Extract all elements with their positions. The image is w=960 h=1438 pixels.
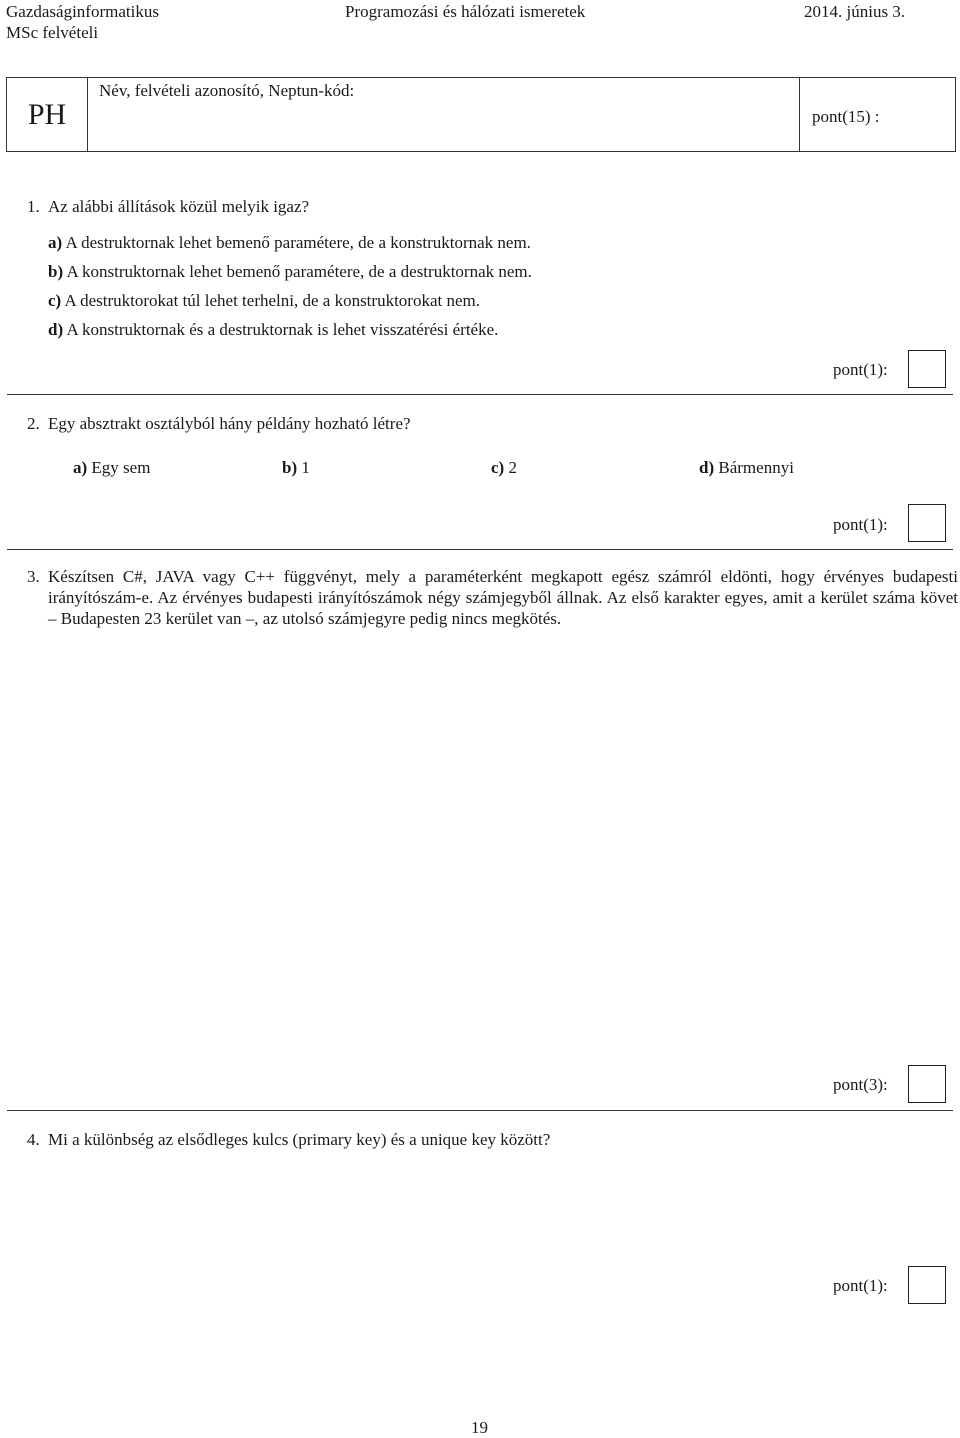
question-2 [27,413,411,434]
option-text: A konstruktornak lehet bemenő paramétere, de a destruktornak nem. [66,262,532,281]
name-label: Név, felvételi azonosító, Neptun-kód: [99,81,355,100]
header-level: MSc felvételi [6,23,99,42]
question-text: Mi a különbség az elsődleges kulcs (primary key) és a unique key között? [48,1130,551,1149]
question-number: 2. [27,414,40,433]
option-1a [48,232,531,253]
option-text: 1 [301,458,310,477]
points-label-4: pont(1): [833,1276,888,1295]
total-points-label: pont(15) : [812,107,880,126]
option-2c [491,457,517,478]
header-program: Gazdaságinformatikus [6,2,159,21]
option-letter: b) [48,262,64,281]
header-date: 2014. június 3. [804,2,906,21]
option-text: A konstruktornak és a destruktornak is lehet visszatérési értéke. [66,320,499,339]
option-2a [73,457,150,478]
divider-line [7,1110,953,1111]
score-box-2[interactable] [908,504,946,542]
option-letter: d) [699,458,715,477]
option-letter: d) [48,320,64,339]
question-text: Az alábbi állítások közül melyik igaz? [48,197,310,216]
option-letter: a) [48,233,63,252]
option-1b [48,261,532,282]
question-text: Egy absztrakt osztályból hány példány hozható létre? [48,414,411,433]
question-text: Készítsen C#, JAVA vagy C++ függvényt, mely a paraméterként megkapott egész számról eldönti, hogy érvényes budapesti irányítószám-e. Az érvényes budapesti irányítószámok négy számjegyből állnak. Az első karakter egyes, amit a kerület száma követ – Budapesten 23 kerület van –, az utolsó számjegyre pedig nincs megkötés. [48,567,958,628]
page-number: 19 [471,1418,488,1437]
option-1c [48,290,480,311]
question-4 [27,1129,550,1150]
option-text: Bármennyi [718,458,794,477]
option-2d [699,457,794,478]
identification-box [6,77,956,152]
option-text: A destruktornak lehet bemenő paramétere, de a konstruktornak nem. [65,233,531,252]
option-letter: c) [491,458,505,477]
question-number: 1. [27,197,40,216]
score-box-4[interactable] [908,1266,946,1304]
option-2b [282,457,310,478]
option-letter: c) [48,291,62,310]
points-label-1: pont(1): [833,360,888,379]
ph-stamp-area: PH [7,78,88,151]
option-letter: b) [282,458,298,477]
question-number-3: 3. [27,567,40,586]
option-text: A destruktorokat túl lehet terhelni, de a konstruktorokat nem. [64,291,480,310]
score-box-1[interactable] [908,350,946,388]
option-letter: a) [73,458,88,477]
option-text: 2 [508,458,517,477]
question-number: 4. [27,1130,40,1149]
option-text: Egy sem [91,458,151,477]
points-label-3: pont(3): [833,1075,888,1094]
question-1 [27,196,309,217]
divider-line [7,549,953,550]
header-subject: Programozási és hálózati ismeretek [345,2,586,21]
total-points-cell [799,78,956,151]
option-1d [48,319,498,340]
divider-line [7,394,953,395]
score-box-3[interactable] [908,1065,946,1103]
question-text-3 [48,566,958,629]
points-label-2: pont(1): [833,515,888,534]
